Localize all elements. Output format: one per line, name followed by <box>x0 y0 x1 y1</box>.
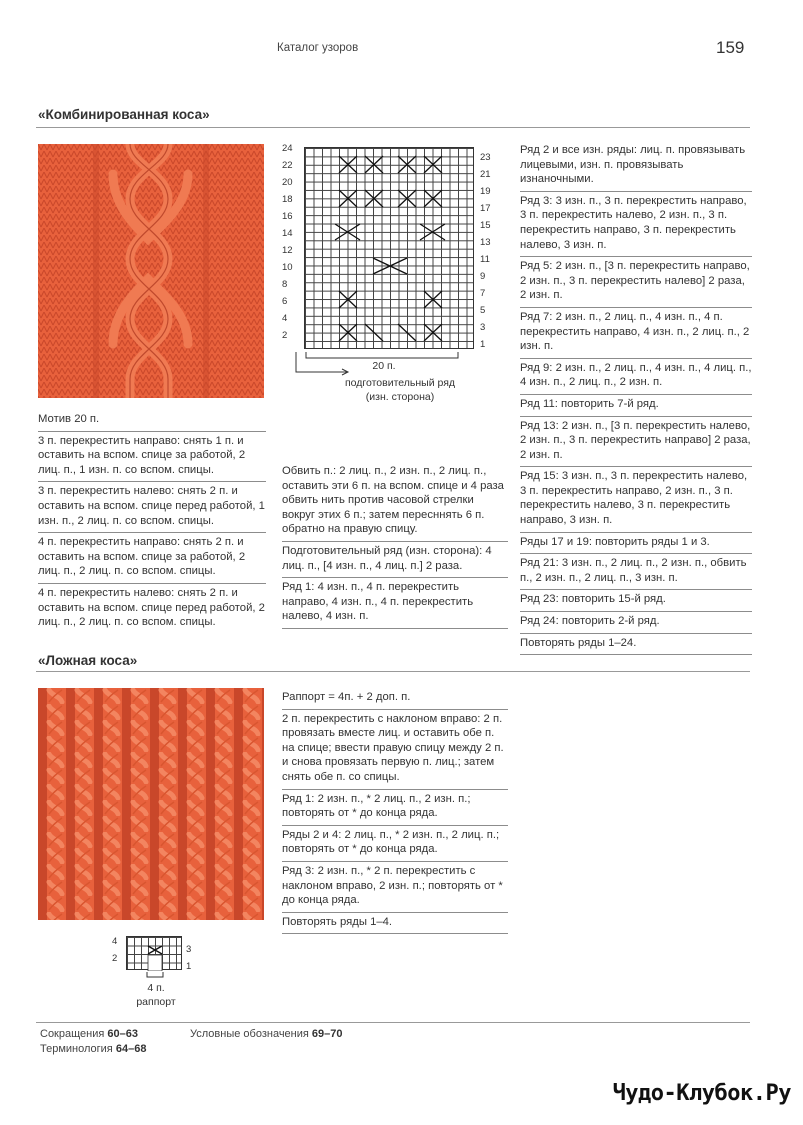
row-number: 9 <box>480 271 486 282</box>
chart-width-label: 4 п. <box>147 982 165 994</box>
divider <box>36 671 750 672</box>
footer-link-label[interactable]: Условные обозначения <box>190 1028 309 1040</box>
instruction-row: Раппорт = 4п. + 2 доп. п. <box>282 691 411 703</box>
footer-symbols <box>190 1027 343 1041</box>
row-number: 19 <box>480 186 491 197</box>
instruction-row: Ряд 15: 3 изн. п., 3 п. перекрестить налево, 3 п. перекрестить направо, 2 изн. п., 3 п. перекрестить налево, 3 п. перекрестить направо, 3 изн. п. <box>520 466 752 531</box>
row-number: 1 <box>480 339 486 350</box>
instructions-right <box>520 141 752 655</box>
instruction-row: Ряд 3: 2 изн. п., * 2 п. перекрестить с наклоном вправо, 2 изн. п.; повторять от * до конца ряда. <box>282 861 508 912</box>
page-number: 159 <box>716 38 745 57</box>
prep-row-caption-side: (изн. сторона) <box>365 391 435 403</box>
row-number: 5 <box>480 305 486 316</box>
row-number: 6 <box>282 296 288 307</box>
row-number: 10 <box>282 262 293 273</box>
rapport-caption: раппорт <box>136 996 176 1008</box>
footer-link-pages[interactable]: 69–70 <box>311 1028 343 1040</box>
chart-bracket <box>146 972 164 980</box>
row-number: 17 <box>480 203 491 214</box>
footer-link-pages[interactable]: 64–68 <box>115 1043 147 1055</box>
instruction-row: Ряд 13: 2 изн. п., [3 п. перекрестить налево, 2 изн. п., 3 п. перекрестить направо] 2 раза, 2 изн. п. <box>520 416 752 467</box>
row-number: 24 <box>282 143 293 154</box>
row-number: 23 <box>480 152 491 163</box>
instructions-middle <box>282 462 508 629</box>
footer-abbreviations <box>40 1027 138 1041</box>
divider <box>36 1022 750 1023</box>
instruction-row: Ряд 3: 3 изн. п., 3 п. перекрестить направо, 3 п. перекрестить налево, 2 изн. п., 3 п. перекрестить направо, 3 п. перекрестить налево, 3 изн. п. <box>520 191 752 256</box>
instruction-row: Ряд 1: 2 изн. п., * 2 лиц. п., 2 изн. п.; повторять от * до конца ряда. <box>282 789 508 825</box>
instruction-row: Ряд 11: повторить 7-й ряд. <box>520 394 752 416</box>
instruction-row: Ряды 2 и 4: 2 лиц. п., * 2 изн. п., 2 лиц. п.; повторять от * до конца ряда. <box>282 825 508 861</box>
legend-item: 4 п. перекрестить налево: снять 2 п. и оставить на вспом. спице перед работой, 2 лиц. п., 2 лиц. п. со вспом. спицы. <box>38 583 266 634</box>
row-number: 4 <box>282 313 288 324</box>
instruction-row: Подготовительный ряд (изн. сторона): 4 лиц. п., [4 изн. п., 4 лиц. п.] 2 раза. <box>282 541 508 577</box>
row-number: 7 <box>480 288 486 299</box>
row-number: 22 <box>282 160 293 171</box>
row-number: 11 <box>480 254 490 265</box>
instruction-row: Ряд 23: повторить 15-й ряд. <box>520 589 752 611</box>
instruction-row: Ряд 9: 2 изн. п., 2 лиц. п., 4 изн. п., 4 лиц. п., 4 изн. п., 2 лиц. п., 2 изн. п. <box>520 358 752 394</box>
instruction-row: Ряд 24: повторить 2-й ряд. <box>520 611 752 633</box>
footer-link-label[interactable]: Терминология <box>40 1043 113 1055</box>
row-number: 2 <box>112 953 118 964</box>
row-number: 18 <box>282 194 293 205</box>
section-title-false-cable: «Ложная коса» <box>38 653 138 668</box>
row-number: 14 <box>282 228 293 239</box>
instruction-row: Ряд 5: 2 изн. п., [3 п. перекрестить направо, 2 изн. п., 3 п. перекрестить налево] 2 раза, 2 изн. п. <box>520 256 752 307</box>
legend-item: 3 п. перекрестить налево: снять 2 п. и оставить на вспом. спице перед работой, 1 изн. п., 2 лиц. п. со вспом. спицы. <box>38 481 266 532</box>
instruction-row: Ряд 1: 4 изн. п., 4 п. перекрестить направо, 4 изн. п., 4 п. перекрестить налево, 4 изн. п. <box>282 577 508 629</box>
section-title-combined-cable: «Комбинированная коса» <box>38 107 210 122</box>
row-number: 3 <box>480 322 486 333</box>
instruction-row: Ряды 17 и 19: повторить ряды 1 и 3. <box>520 532 752 554</box>
row-number: 16 <box>282 211 293 222</box>
footer-link-label[interactable]: Сокращения <box>40 1028 105 1040</box>
legend-item: 3 п. перекрестить направо: снять 1 п. и оставить на вспом. спице за работой, 2 лиц. п., 1 изн. п. со вспом. спицы. <box>38 431 266 482</box>
chart-grid <box>304 147 474 349</box>
chart-false-cable <box>108 934 208 1014</box>
row-number: 8 <box>282 279 288 290</box>
chart-combined-cable <box>282 143 502 363</box>
swatch-photo-combined-cable <box>38 144 264 398</box>
chart-grid <box>126 936 182 970</box>
row-number: 2 <box>282 330 288 341</box>
legend-block <box>38 410 266 634</box>
instruction-row: Ряд 7: 2 изн. п., 2 лиц. п., 4 изн. п., 4 п. перекрестить направо, 4 изн. п., 2 лиц. п., 2 изн. п. <box>520 307 752 358</box>
row-number: 3 <box>186 944 192 955</box>
row-number: 20 <box>282 177 293 188</box>
watermark-text: Чудо-Клубок.Ру <box>612 1081 791 1106</box>
running-head: Каталог узоров <box>277 42 359 54</box>
chart-width-label: 20 п. <box>372 360 396 372</box>
instruction-row: Обвить п.: 2 лиц. п., 2 изн. п., 2 лиц. п., оставить эти 6 п. на вспом. спице и 4 раза обвить нить против часовой стрелки вокруг этих 6 п.; затем пересннять 6 п. обратно на правую спицу. <box>282 465 504 536</box>
divider <box>36 127 750 128</box>
row-number: 21 <box>480 169 491 180</box>
legend-item: 4 п. перекрестить направо: снять 2 п. и оставить на вспом. спице за работой, 2 лиц. п., 2 лиц. п. со вспом. спицы. <box>38 532 266 583</box>
instruction-row: 2 п. перекрестить с наклоном вправо: 2 п. провязать вместе лиц. и оставить обе п. на спице; ввести правую спицу между 2 п. и снова провязать первую п. лиц.; затем снять обе п. со спицы. <box>282 709 508 789</box>
false-cable-instructions <box>282 688 508 934</box>
instruction-row: Ряд 21: 3 изн. п., 2 лиц. п., 2 изн. п., обвить п., 2 изн. п., 2 лиц. п., 3 изн. п. <box>520 553 752 589</box>
row-number: 13 <box>480 237 491 248</box>
instruction-row: Ряд 2 и все изн. ряды: лиц. п. провязывать лицевыми, изн. п. провязывать изнаночными. <box>520 144 746 186</box>
row-number: 1 <box>186 961 192 972</box>
motif-label: Мотив 20 п. <box>38 413 100 425</box>
swatch-photo-false-cable <box>38 688 264 920</box>
prep-row-caption: подготовительный ряд <box>344 377 456 389</box>
instruction-row: Повторять ряды 1–24. <box>520 633 752 656</box>
footer-link-pages[interactable]: 60–63 <box>107 1028 138 1040</box>
row-number: 15 <box>480 220 491 231</box>
footer-terminology <box>40 1042 146 1056</box>
instruction-row: Повторять ряды 1–4. <box>282 912 508 935</box>
row-number: 4 <box>112 936 118 947</box>
row-number: 12 <box>282 245 293 256</box>
